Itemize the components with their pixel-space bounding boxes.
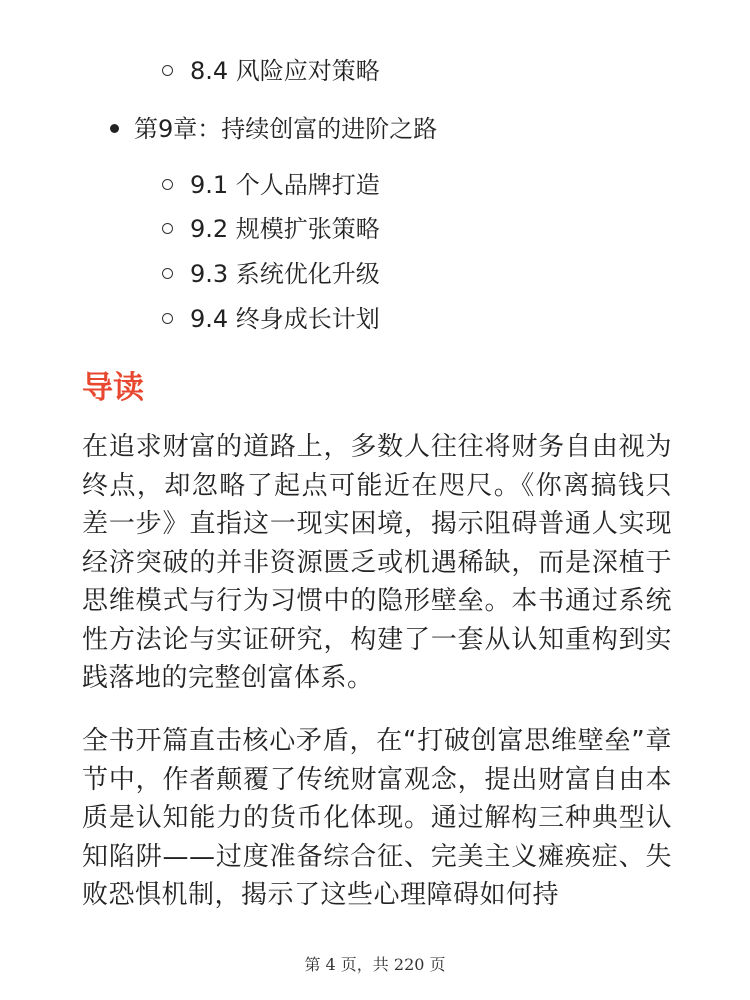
toc-chapter-9 (110, 114, 437, 144)
circle-bullet-icon (162, 179, 173, 190)
toc-item-9-1 (162, 170, 380, 200)
toc-item-8-4 (162, 56, 380, 86)
toc-item-label: 9.4 终身成长计划 (190, 305, 380, 333)
toc-item-9-4 (162, 304, 380, 334)
intro-paragraph-1: 在追求财富的道路上，多数人往往将财务自由视为终点，却忽略了起点可能近在咫尺。《你离搞钱只差一步》直指这一现实困境，揭示阻碍普通人实现经济突破的并非资源匮乏或机遇稀缺，而是深植于思维模式与行为习惯中的隐形壁垒。本书通过系统性方法论与实证研究，构建了一套从认知重构到实践落地的完整创富体系。 (82, 432, 672, 693)
circle-bullet-icon (162, 313, 173, 324)
circle-bullet-icon (162, 65, 173, 76)
toc-item-9-2 (162, 214, 380, 244)
intro-paragraph-2: 全书开篇直击核心矛盾，在“打破创富思维壁垒”章节中，作者颠覆了传统财富观念，提出财富自由本质是认知能力的货币化体现。通过解构三种典型认知陷阱——过度准备综合征、完美主义瘫痪症、失败恐惧机制，揭示了这些心理障碍如何持 (82, 726, 672, 910)
toc-item-label: 8.4 风险应对策略 (190, 57, 380, 85)
toc-item-label: 9.1 个人品牌打造 (190, 171, 380, 199)
disc-bullet-icon (110, 124, 119, 133)
page-number-footer: 第 4 页，共 220 页 (304, 955, 446, 974)
circle-bullet-icon (162, 268, 173, 279)
toc-item-label: 9.2 规模扩张策略 (190, 215, 380, 243)
toc-chapter-label: 第9章：持续创富的进阶之路 (134, 115, 438, 143)
toc-item-9-3 (162, 259, 380, 289)
circle-bullet-icon (162, 223, 173, 234)
toc-item-label: 9.3 系统优化升级 (190, 260, 380, 288)
section-heading: 导读 (82, 370, 144, 406)
